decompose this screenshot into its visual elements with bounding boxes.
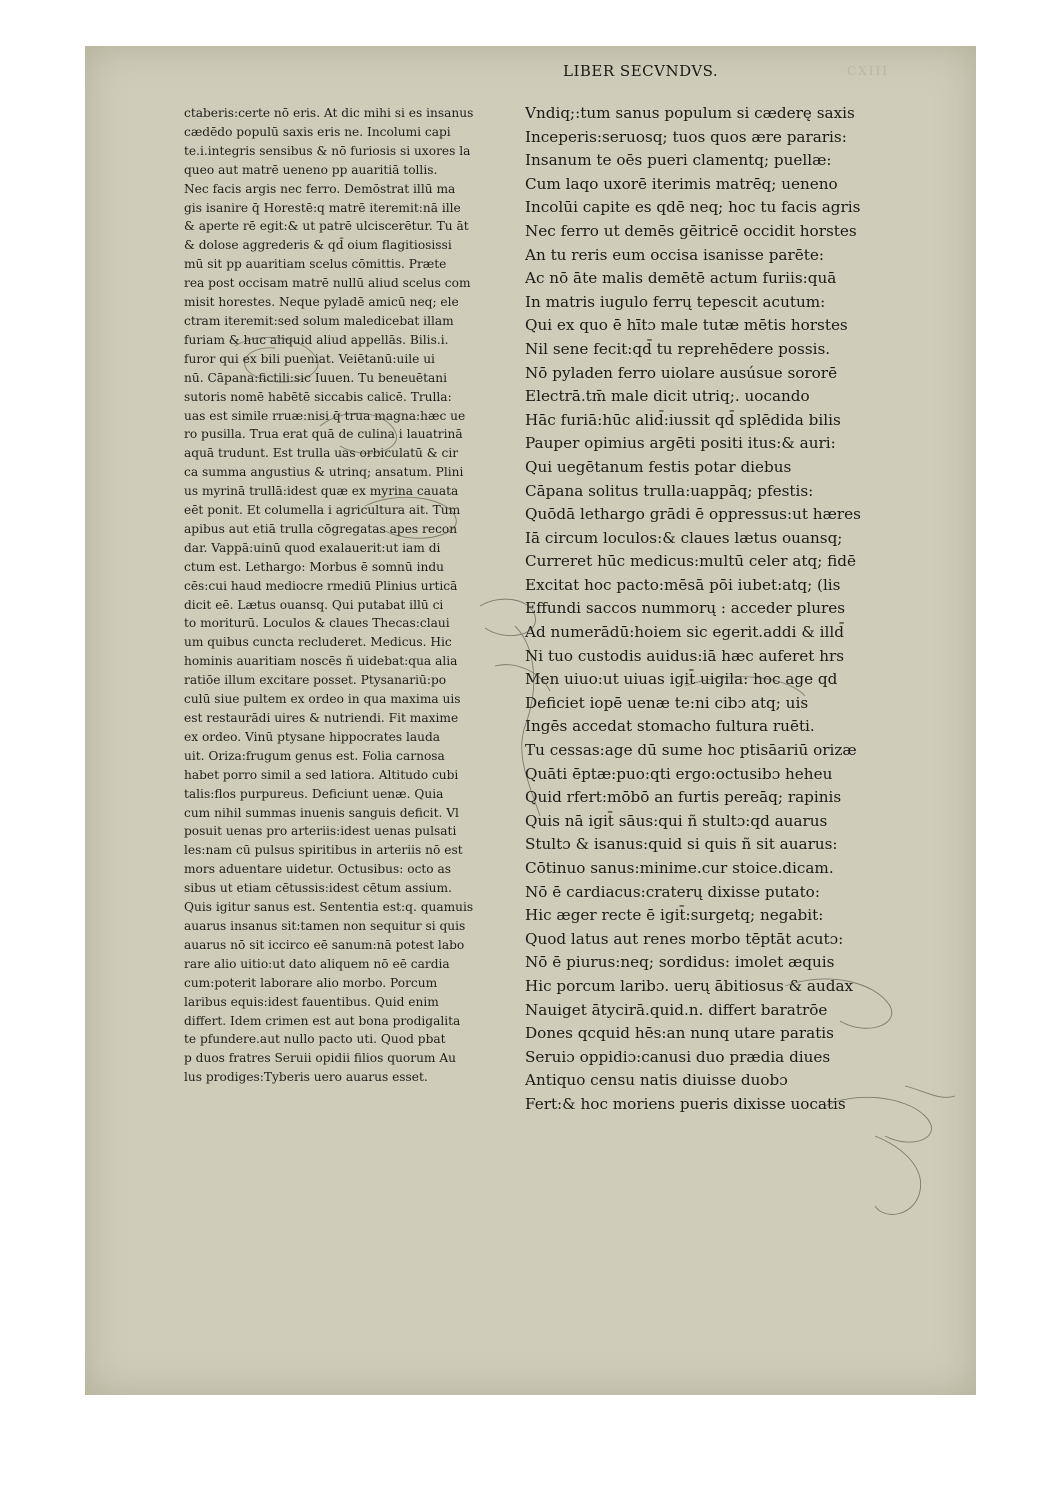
commentary-line: hominis auaritiam noscēs ñ uidebat:qua alia bbox=[184, 654, 458, 669]
commentary-line: uas est simile rruæ:nisi q̄ trua magna:hæc ue bbox=[184, 408, 466, 423]
commentary-line: Nec facis argis nec ferro. Demōstrat illū ma bbox=[184, 181, 456, 196]
running-head: LIBER SECVNDVS. bbox=[563, 62, 719, 80]
poem-line: Curreret hūc medicus:multū celer atq; fidē bbox=[525, 552, 856, 571]
commentary-line: p duos fratres Seruii opidii filios quorum Au bbox=[184, 1051, 457, 1066]
poem-line: Dones qcquid hēs:an nunq utare paratis bbox=[525, 1024, 834, 1043]
poem-line: Nec ferro ut demēs gēitricē occidit horstes bbox=[525, 221, 857, 240]
commentary-line: um quibus cuncta recluderet. Medicus. Hic bbox=[184, 635, 452, 650]
folio-number-ghost: CXIII bbox=[847, 64, 889, 78]
poem-line: An tu reris eum occisa isanisse parēte: bbox=[525, 245, 824, 264]
poem-line: Men uiuo:ut uiuas igit̄ uigila: hoc age qd bbox=[525, 670, 838, 689]
commentary-line: laribus equis:idest fauentibus. Quid enim bbox=[184, 994, 439, 1009]
poem-line: Nil sene fecit:qd̄ tu reprehēdere possis. bbox=[525, 339, 831, 358]
commentary-line: rare alio uitio:ut dato aliquem nō eē cardia bbox=[184, 956, 450, 971]
commentary-line: ctum est. Lethargo: Morbus ē somnū indu bbox=[184, 559, 445, 574]
poem-line: Insanum te oēs pueri clamentq; puellæ: bbox=[525, 151, 832, 170]
poem-line: Stultɔ & isanus:quid si quis ñ sit auarus: bbox=[525, 835, 838, 854]
commentary-line: gis isanire q̄ Horestē:q matrē iteremit:nā ille bbox=[184, 200, 461, 215]
poem-line: Effundi saccos nummorų : acceder plures bbox=[525, 599, 846, 618]
commentary-line: cēs:cui haud mediocre rmediū Plinius urticā bbox=[184, 578, 458, 593]
commentary-line: furor qui ex bili pueniat. Veiētanū:uile ui bbox=[184, 351, 435, 366]
poem-line: Nō ē cardiacus:craterų dixisse putato: bbox=[525, 882, 820, 901]
commentary-line: aquā trudunt. Est trulla uas orbiculatū & cir bbox=[184, 446, 459, 461]
poem-line: Ingēs accedat stomacho fultura ruēti. bbox=[525, 717, 815, 736]
commentary-line: habet porro simil a sed latiora. Altitudo cubi bbox=[184, 767, 459, 782]
poem-line: Deficiet iopē uenæ te:ni cibɔ atq; uis bbox=[525, 693, 809, 712]
commentary-line: mors aduentare uidetur. Octusibus: octo as bbox=[184, 862, 452, 877]
poem-line: Electrā.tm̄ male dicit utriq;. uocando bbox=[525, 387, 810, 406]
commentary-line: auarus nō sit iccirco eē sanum:nā potest labo bbox=[184, 937, 465, 952]
poem-line: Quāti ēptæ:puo:qti ergo:octusibɔ heheu bbox=[525, 764, 833, 783]
commentary-line: sutoris nomē habētē siccabis calicē. Trulla: bbox=[184, 389, 452, 404]
commentary-line: eēt ponit. Et columella i agricultura ait. Tum bbox=[184, 503, 461, 518]
poem-line: Quis nā igit̄ sāus:qui ñ stultɔ:qd auarus bbox=[525, 811, 828, 830]
poem-line: Nauiget ātycirā.quid.n. differt baratrōe bbox=[525, 1000, 828, 1019]
commentary-line: cum nihil summas inuenis sanguis deficit. Vl bbox=[184, 805, 459, 820]
poem-line: Cāpana solitus trulla:uappāq; pfestis: bbox=[525, 481, 814, 500]
commentary-line: dar. Vappā:uinū quod exalauerit:ut iam di bbox=[184, 540, 441, 555]
poem-line: Seruiɔ oppidiɔ:canusi duo prædia diues bbox=[525, 1047, 831, 1066]
commentary-line: dicit eē. Lætus ouansq. Qui putabat illū ci bbox=[184, 597, 444, 612]
commentary-line: & aperte rē egit:& ut patrē ulciscerētur. Tu āt bbox=[184, 219, 469, 234]
commentary-line: posuit uenas pro arteriis:idest uenas pulsati bbox=[184, 824, 457, 839]
poem-line: Hic porcum laribɔ. uerų ābitiosus & audax bbox=[525, 976, 854, 995]
commentary-line: sibus ut etiam cētussis:idest cētum assium. bbox=[184, 881, 452, 896]
poem-line: Qui uegētanum festis potar diebus bbox=[525, 457, 792, 476]
commentary-line: & dolose aggrederis & qd̄ oium flagitiosissi bbox=[184, 238, 452, 253]
commentary-line: ctaberis:certe nō eris. At dic mihi si es insanus bbox=[184, 106, 474, 120]
commentary-line: ex ordeo. Vinū ptysane hippocrates lauda bbox=[184, 729, 441, 744]
commentary-line: te pfundere.aut nullo pacto uti. Quod pbat bbox=[184, 1032, 446, 1047]
poem-line: Ni tuo custodis auidus:iā hæc auferet hrs bbox=[525, 646, 845, 665]
poem-line: Iā circum loculos:& claues lætus ouansq; bbox=[525, 528, 843, 547]
commentary-column bbox=[184, 104, 521, 1087]
poem-line: Antiquo censu natis diuisse duobɔ bbox=[525, 1071, 788, 1090]
poem-line: Fert:& hoc moriens pueris dixisse uocatis bbox=[525, 1094, 846, 1113]
poem-line: Ac nō āte malis demētē actum furiis:quā bbox=[525, 269, 837, 288]
poem-line: Inceperis:seruosq; tuos quos ære pararis: bbox=[525, 127, 847, 146]
commentary-line: apibus aut etiā trulla cōgregatas apes recon bbox=[184, 521, 458, 536]
poem-line: Incolūi capite es qdē neq; hoc tu facis agris bbox=[525, 198, 861, 217]
commentary-line: est restaurādi uires & nutriendi. Fit maxime bbox=[184, 711, 459, 725]
poem-line: Cōtinuo sanus:minime.cur stoice.dicam. bbox=[525, 859, 834, 877]
commentary-line: culū siue pultem ex ordeo in qua maxima uis bbox=[184, 692, 461, 707]
poem-column bbox=[525, 102, 920, 1117]
commentary-line: rea post occisam matrē nullū aliud scelus com bbox=[184, 276, 471, 291]
commentary-line: uit. Oriza:frugum genus est. Folia carnosa bbox=[184, 748, 445, 763]
commentary-line: les:nam cū pulsus spiritibus in arteriis nō est bbox=[184, 843, 463, 858]
commentary-line: talis:flos purpureus. Deficiunt uenæ. Quia bbox=[184, 786, 444, 801]
commentary-line: misit horestes. Neque pyladē amicū neq; ele bbox=[184, 295, 459, 310]
flourish-right-4 bbox=[875, 1136, 921, 1214]
poem-line: In matris iugulo ferrų tepescit acutum: bbox=[525, 292, 826, 311]
commentary-line: nū. Cāpana:fictili:sic Iuuen. Tu beneuētani bbox=[184, 370, 448, 385]
commentary-line: mū sit pp auaritiam scelus cōmittis. Præte bbox=[184, 257, 447, 272]
poem-line: Quod latus aut renes morbo tēptāt acutɔ: bbox=[525, 929, 844, 948]
commentary-line: cædēdo populū saxis eris ne. Incolumi capi bbox=[184, 124, 451, 139]
manuscript-page bbox=[85, 46, 976, 1395]
commentary-line: lus prodiges:Tyberis uero auarus esset. bbox=[184, 1070, 428, 1085]
commentary-line: differt. Idem crimen est aut bona prodigalita bbox=[184, 1013, 461, 1028]
poem-line: Qui ex quo ē hītɔ male tutæ mētis horstes bbox=[525, 316, 848, 335]
commentary-line: ca summa angustius & utrinq; ansatum. Plini bbox=[184, 465, 464, 480]
commentary-line: us myrinā trullā:idest quæ ex myrina cauata bbox=[184, 484, 459, 499]
poem-line: Nō ē piurus:neq; sordidus: imolet æquis bbox=[525, 953, 835, 972]
commentary-line: ro pusilla. Trua erat quā de culina i lauatrinā bbox=[184, 427, 463, 442]
poem-line: Nō pyladen ferro uiolare ausúsue sororē bbox=[525, 363, 838, 382]
commentary-line: Quis igitur sanus est. Sententia est:q. quamuis bbox=[184, 900, 474, 915]
poem-line: Quid rfert:mōbō an furtis pereāq; rapinis bbox=[525, 788, 842, 807]
commentary-line: cum:poterit laborare alio morbo. Porcum bbox=[184, 975, 438, 990]
commentary-line: queo aut matrē ueneno pp auaritiā tollis. bbox=[184, 162, 438, 177]
poem-line: Hic æger recte ē igit̄:surgetq; negabit: bbox=[525, 906, 824, 925]
poem-line: Tu cessas:age dū sume hoc ptisāariū orizæ bbox=[525, 741, 857, 760]
poem-line: Cum laqo uxorē iterimis matrēq; ueneno bbox=[525, 174, 838, 193]
poem-line: Vndiq;:tum sanus populum si cæderę saxis bbox=[525, 104, 855, 122]
commentary-line: to moriturū. Loculos & claues Thecas:claui bbox=[184, 616, 450, 631]
poem-line: Hāc furiā:hūc alid̄:iussit qd̄ splēdida bilis bbox=[525, 410, 841, 429]
poem-line: Quōdā lethargo grādi ē oppressus:ut hæres bbox=[525, 505, 861, 524]
commentary-line: ctram iteremit:sed solum maledicebat illam bbox=[184, 313, 454, 328]
poem-line: Excitat hoc pacto:mēsā pōi iubet:atq; (lis bbox=[525, 575, 841, 594]
poem-line: Ad numerādū:hoiem sic egerit.addi & illd̄ bbox=[525, 623, 844, 642]
commentary-line: te.i.integris sensibus & nō furiosis si uxores la bbox=[184, 143, 471, 158]
commentary-line: furiam & huc aliquid aliud appellās. Bilis.i. bbox=[184, 332, 449, 347]
commentary-line: ratiōe illum excitare posset. Ptysanariū:po bbox=[184, 673, 447, 688]
poem-line: Pauper opimius argēti positi itus:& auri: bbox=[525, 434, 836, 453]
commentary-line: auarus insanus sit:tamen non sequitur si quis bbox=[184, 918, 466, 933]
